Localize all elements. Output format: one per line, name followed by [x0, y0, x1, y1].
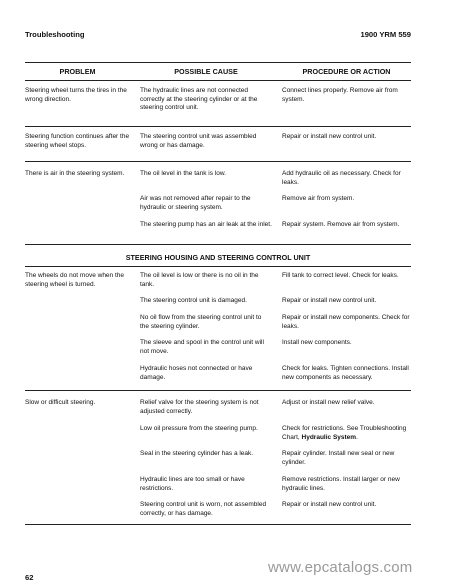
table-row-action: Repair or install new control unit.: [282, 133, 377, 140]
table-row-cause: The oil level is low or there is no oil in the tank.: [140, 272, 259, 288]
table-row-action: Remove restrictions. Install larger or new hydraulic lines.: [282, 476, 400, 492]
table-row-action: Repair or install new control unit.: [282, 501, 377, 508]
table-row-action: [282, 425, 411, 442]
row-divider: [25, 126, 411, 127]
column-header-problem: PROBLEM: [59, 67, 96, 76]
table-row-cause: Low oil pressure from the steering pump.: [140, 425, 258, 432]
table-row-cause: The hydraulic lines are not connected correctly at the steering cylinder or at the steering control unit.: [140, 87, 258, 112]
action-text: Check for restrictions. See Troubleshooting Chart,: [282, 425, 407, 441]
table-row-cause: The sleeve and spool in the control unit will not move.: [140, 339, 264, 355]
table-row-problem: Steering wheel turns the tires in the wrong direction.: [25, 87, 127, 103]
header-bottom-rule: [25, 80, 411, 81]
table-row-problem: There is air in the steering system.: [25, 170, 125, 177]
table-row-problem: Slow or difficult steering.: [25, 399, 96, 406]
column-header-cause: POSSIBLE CAUSE: [174, 67, 238, 76]
row-divider: [25, 161, 411, 162]
action-text-end: .: [356, 433, 358, 441]
table-bottom-rule: [25, 524, 411, 525]
row-divider: [25, 244, 411, 245]
table-top-rule: [25, 62, 411, 63]
table-row-action: Add hydraulic oil as necessary. Check for leaks.: [282, 170, 401, 186]
row-divider: [25, 390, 411, 391]
table-row-cause: The steering pump has an air leak at the inlet.: [140, 221, 272, 228]
section-heading: STEERING HOUSING AND STEERING CONTROL UNIT: [125, 253, 311, 262]
table-row-problem: Steering function continues after the steering wheel stops.: [25, 133, 130, 149]
table-row-cause: Steering control unit is worn, not assembled correctly, or has damage.: [140, 501, 267, 517]
table-row-cause: Seal in the steering cylinder has a leak.: [140, 450, 254, 457]
table-row-action: Repair or install new control unit.: [282, 297, 377, 304]
table-row-action: Remove air from system.: [282, 195, 355, 202]
table-row-problem: The wheels do not move when the steering wheel is turned.: [25, 272, 125, 288]
table-row-action: Connect lines properly. Remove air from system.: [282, 87, 398, 103]
table-row-cause: Air was not removed after repair to the hydraulic or steering system.: [140, 195, 251, 211]
table-row-cause: No oil flow from the steering control unit to the steering cylinder.: [140, 314, 262, 330]
table-row-action: Install new components.: [282, 339, 352, 346]
table-row-action: Adjust or install new relief valve.: [282, 399, 375, 406]
section-rule: [25, 266, 411, 267]
table-row-action: Check for leaks. Tighten connections. Install new components as necessary.: [282, 365, 409, 381]
table-row-cause: Hydraulic lines are too small or have restrictions.: [140, 476, 245, 492]
table-row-action: Repair or install new components. Check for leaks.: [282, 314, 410, 330]
table-row-cause: The steering control unit was assembled wrong or has damage.: [140, 133, 257, 149]
column-header-action: PROCEDURE OR ACTION: [302, 67, 391, 76]
page-number: 62: [25, 573, 34, 582]
table-row-cause: The oil level in the tank is low.: [140, 170, 226, 177]
table-row-cause: Hydraulic hoses not connected or have damage.: [140, 365, 253, 381]
table-row-cause: Relief valve for the steering system is not adjusted correctly.: [140, 399, 259, 415]
section-title: Troubleshooting: [25, 30, 85, 39]
document-id: 1900 YRM 559: [360, 30, 411, 39]
table-row-cause: The steering control unit is damaged.: [140, 297, 247, 304]
chart-reference: Hydraulic System: [301, 433, 357, 441]
page-header: [25, 30, 411, 42]
table-row-action: Fill tank to correct level. Check for leaks.: [282, 272, 399, 279]
watermark: www.epcatalogs.com: [268, 559, 413, 576]
table-row-action: Repair system. Remove air from system.: [282, 221, 400, 228]
table-row-action: Repair cylinder. Install new seal or new cylinder.: [282, 450, 395, 466]
